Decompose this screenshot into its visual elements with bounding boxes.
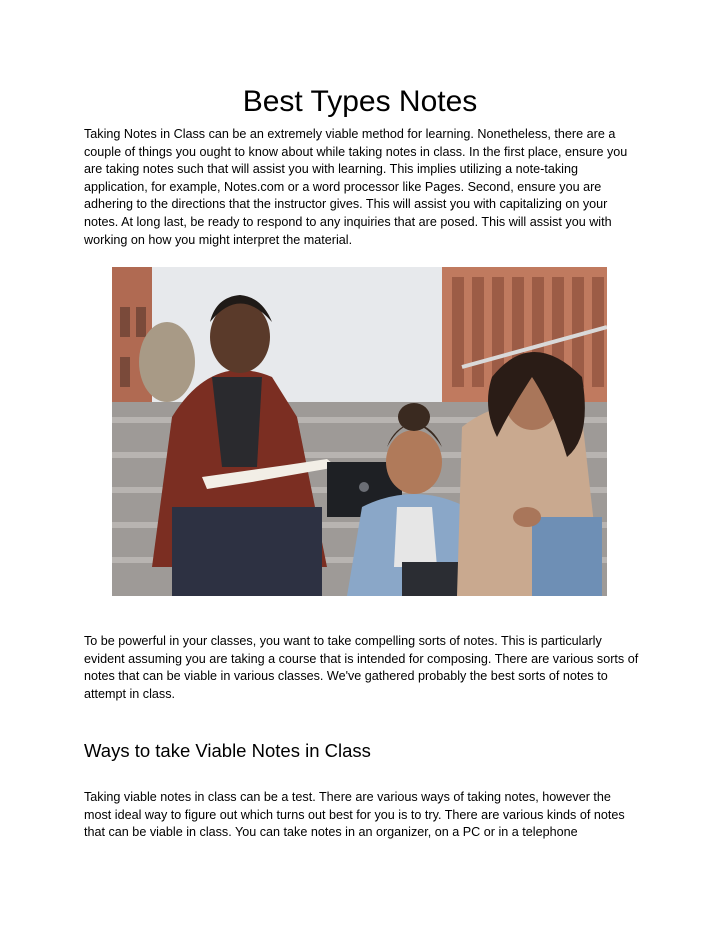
intro-paragraph: Taking Notes in Class can be an extremely viable method for learning. Nonetheless, there are a couple of things you ought to know about while taking notes in class. In the first place, ensure you are taking notes such that will assist you with learning. This implies utilizing a note-taking application, for example, Notes.com or a word processor like Pages. Second, ensure you are adhering to the directions that the instructor gives. This will assist you with capitalizing on your notes. At long last, be ready to respond to any inquiries that are posed. This will assist you with working on how you might interpret the material. <box>84 127 628 247</box>
second-paragraph: To be powerful in your classes, you want to take compelling sorts of notes. This is particularly evident assuming you are taking a course that is intended for composing. There are various sorts of notes that can be viable in various classes. We've gathered probably the best sorts of notes to attempt in class. <box>84 634 639 701</box>
section-paragraph: Taking viable notes in class can be a test. There are various ways of taking notes, however the most ideal way to figure out which turns out best for you is to try. There are various kinds of notes that can be viable in class. You can take notes in an organizer, on a PC or in a telephone <box>84 790 625 840</box>
students-studying-photo <box>112 267 607 596</box>
document-title: Best Types Notes <box>242 85 478 118</box>
section-heading: Ways to take Viable Notes in Class <box>84 740 371 761</box>
